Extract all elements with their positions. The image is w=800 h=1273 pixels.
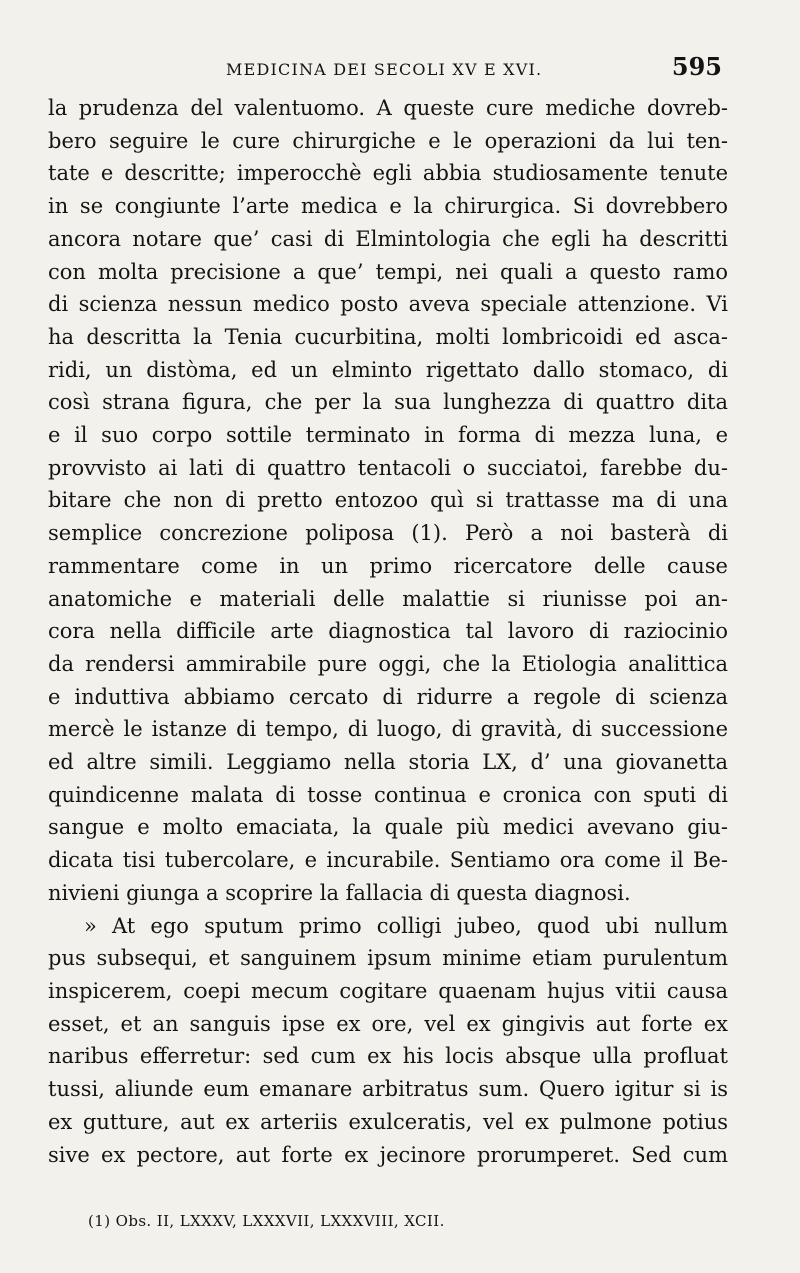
text-line: tussi, aliunde eum emanare arbitratus sum. Quero igitur si is [48,1077,728,1102]
text-line: tate e descritte; imperocchè egli abbia studiosamente tenute [48,161,728,186]
text-line: quindicenne malata di tosse continua e cronica con sputi di [48,782,728,807]
text-line: mercè le istanze di tempo, di luogo, di gravità, di successione [48,717,728,742]
text-line: » At ego sputum primo colligi jubeo, quod ubi nullum [84,913,728,938]
body-text [48,92,728,1171]
text-line: sive ex pectore, aut forte ex jecinore prorumperet. Sed cum [48,1142,728,1167]
text-line: esset, et an sanguis ipse ex ore, vel ex gingivis aut forte ex [48,1011,728,1036]
page-number: 595 [671,52,722,81]
text-line: ha descritta la Tenia cucurbitina, molti lombricoidi ed asca- [48,324,728,349]
text-line: con molta precisione a que’ tempi, nei quali a questo ramo [48,259,728,284]
text-line: così strana figura, che per la sua lunghezza di quattro dita [48,390,728,415]
text-line: e il suo corpo sottile terminato in forma di mezza luna, e [48,423,728,448]
text-line: inspicerem, coepi mecum cogitare quaenam hujus vitii causa [48,978,728,1003]
text-line: anatomiche e materiali delle malattie si riunisse poi an- [48,586,728,611]
text-line: e induttiva abbiamo cercato di ridurre a regole di scienza [48,684,728,709]
text-line: semplice concrezione poliposa (1). Però a noi basterà di [48,521,728,546]
text-line: la prudenza del valentuomo. A queste cure mediche dovreb- [48,96,728,120]
text-line: dicata tisi tubercolare, e incurabile. Sentiamo ora come il Be- [48,848,728,873]
text-line: cora nella difficile arte diagnostica tal lavoro di raziocinio [48,619,728,644]
text-line: ex gutture, aut ex arteriis exulceratis, vel ex pulmone potius [48,1109,728,1134]
running-title: MEDICINA DEI SECOLI XV E XVI. [226,60,543,79]
text-line: in se congiunte l’arte medica e la chirurgica. Si dovrebbero [48,194,728,219]
text-line: di scienza nessun medico posto aveva speciale attenzione. Vi [48,292,728,317]
text-line: bitare che non di pretto entozoo quì si trattasse ma di una [48,488,728,513]
text-line: ridi, un distòma, ed un elminto rigettato dallo stomaco, di [48,357,728,382]
text-line: ancora notare que’ casi di Elmintologia che egli ha descritti [48,226,728,251]
footnote: (1) Obs. II, LXXXV, LXXXVII, LXXXVIII, XCII. [88,1212,445,1230]
running-header [160,52,730,92]
text-line: sangue e molto emaciata, la quale più medici avevano giu- [48,815,728,840]
text-line: naribus efferretur: sed cum ex his locis absque ulla profluat [48,1044,728,1069]
text-line: bero seguire le cure chirurgiche e le operazioni da lui ten- [48,128,728,153]
text-line: provvisto ai lati di quattro tentacoli o succiatoi, farebbe du- [48,455,728,480]
footnote-divider [48,1190,728,1191]
text-line: ed altre simili. Leggiamo nella storia LX, d’ una giovanetta [48,750,728,775]
text-line: pus subsequi, et sanguinem ipsum minime etiam purulentum [48,946,728,971]
text-line: nivieni giunga a scoprire la fallacia di questa diagnosi. [48,880,631,905]
text-line: da rendersi ammirabile pure oggi, che la Etiologia analittica [48,651,728,676]
text-line: rammentare come in un primo ricercatore delle cause [48,553,728,578]
